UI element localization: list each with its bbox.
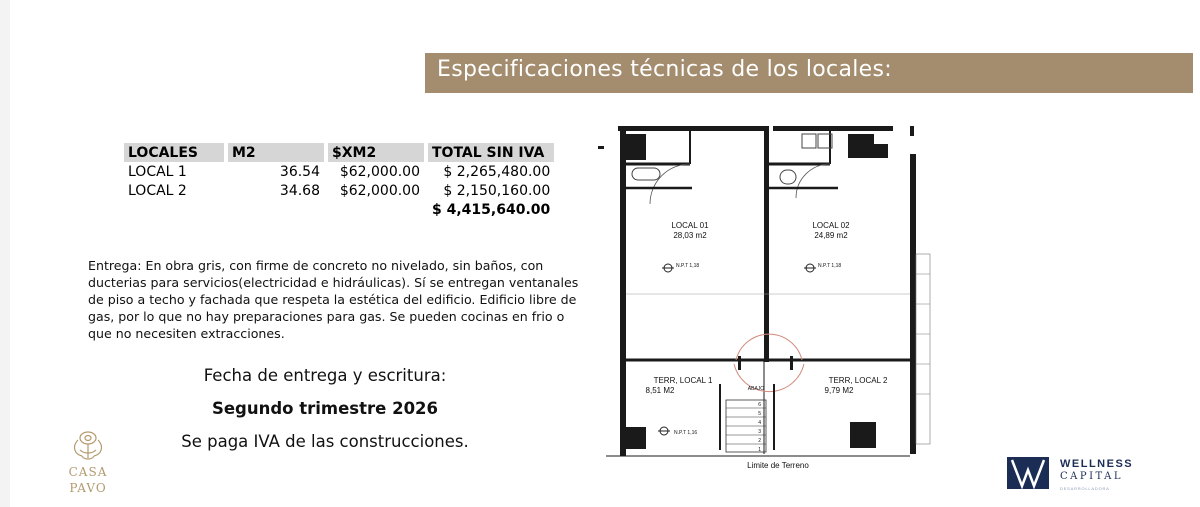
stair-step-label: 4 (758, 420, 761, 426)
terr-local-2-label: TERR, LOCAL 2 (828, 376, 888, 385)
limite-terreno-label: Limite de Terreno (747, 461, 809, 470)
cell-m2: 36.54 (279, 163, 320, 180)
col-header-price-per-m2: $XM2 (328, 143, 424, 162)
desarrolladora-logo-text: DESARROLLADORA (1060, 486, 1110, 491)
cell-total: $ 2,150,160.00 (443, 182, 551, 199)
cell-price-per-m2: $62,000.00 (339, 163, 420, 180)
capital-logo-text: CAPITAL (1060, 471, 1124, 482)
price-table (124, 143, 554, 219)
floor-plan (598, 124, 943, 474)
cell-local: LOCAL 1 (128, 163, 187, 180)
table-row (124, 181, 554, 200)
col-header-total: TOTAL SIN IVA (428, 143, 554, 162)
wellness-capital-logo-icon (1006, 456, 1050, 490)
local-01-label: LOCAL 01 (671, 221, 709, 230)
casa-pavo-logo-icon (58, 430, 118, 507)
abajo-label: ABAJO (747, 386, 765, 392)
iva-note: Se paga IVA de las construcciones. (181, 432, 469, 451)
col-header-m2: M2 (228, 143, 324, 162)
delivery-description: Entrega: En obra gris, con firme de concreto no nivelado, sin baños, con ducterias para servicios(electricidad e hidráulicas). Sí se entregan ventanales de piso a techo y fachada que respeta la estética del edificio. Edificio libre de gas, por lo que no hay preparaciones para gas. Se pueden cocinas en frio o que no necesiten extracciones. (88, 258, 579, 341)
terr-local-2-area: 9,79 M2 (824, 386, 854, 395)
npt-label: N.P.T 1,16 (674, 430, 698, 436)
casa-logo-text-line1: CASA (68, 465, 108, 479)
table-row (124, 162, 554, 181)
cell-m2: 34.68 (279, 182, 320, 199)
page-title: Especificaciones técnicas de los locales: (437, 57, 892, 82)
header-banner (425, 53, 1193, 93)
cell-total: $ 2,265,480.00 (443, 163, 551, 180)
cell-local: LOCAL 2 (128, 182, 187, 199)
stair-step-label: 2 (758, 438, 761, 444)
stair-step-label: 5 (758, 411, 761, 417)
npt-label: N.P.T 1,18 (676, 263, 700, 269)
grand-total: $ 4,415,640.00 (432, 201, 551, 218)
delivery-date-label: Fecha de entrega y escritura: (203, 366, 447, 385)
terr-local-1-area: 8,51 M2 (645, 386, 675, 395)
stair-step-label: 3 (758, 429, 761, 435)
wellness-logo-text: WELLNESS (1060, 458, 1134, 470)
wellness-capital-logo (1006, 456, 1196, 496)
local-01-area: 28,03 m2 (673, 231, 707, 240)
stair-step-label: 1 (758, 447, 761, 453)
casa-logo-text-line2: PAVO (69, 481, 107, 495)
local-02-area: 24,89 m2 (814, 231, 848, 240)
table-total-row (124, 200, 554, 219)
terr-local-1-label: TERR, LOCAL 1 (653, 376, 713, 385)
stair-step-label: 6 (758, 402, 761, 408)
col-header-locales: LOCALES (124, 143, 224, 162)
left-frame-strip (0, 0, 10, 507)
cell-price-per-m2: $62,000.00 (339, 182, 420, 199)
delivery-date-value: Segundo trimestre 2026 (211, 399, 439, 418)
npt-label: N.P.T 1,18 (818, 263, 842, 269)
local-02-label: LOCAL 02 (812, 221, 850, 230)
table-header-row (124, 143, 554, 162)
